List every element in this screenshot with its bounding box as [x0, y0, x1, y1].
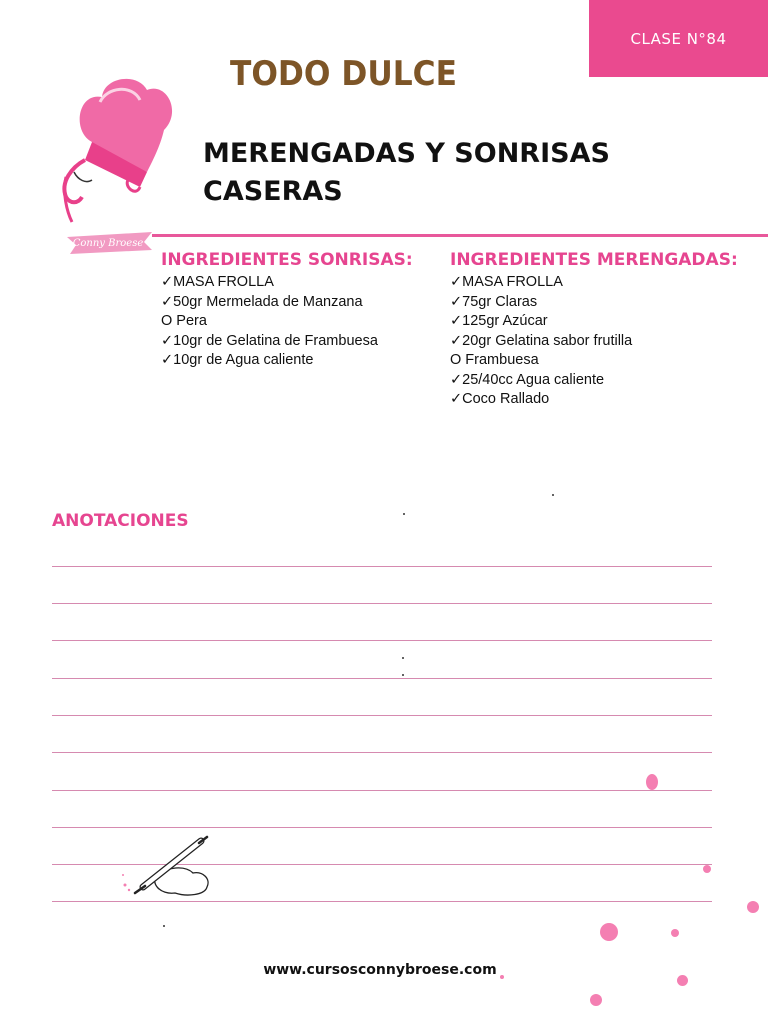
page-title-line1: MERENGADAS Y SONRISAS [203, 138, 610, 169]
list-item: ✓75gr Claras [450, 293, 538, 310]
list-item: ✓MASA FROLLA [450, 274, 563, 290]
list-item: O Pera [161, 313, 207, 329]
ingredients-merengadas-heading: INGREDIENTES MERENGADAS: [450, 250, 738, 270]
note-line[interactable] [52, 566, 712, 567]
list-item: ✓20gr Gelatina sabor frutilla [450, 332, 633, 349]
ingredients-sonrisas-heading: INGREDIENTES SONRISAS: [161, 250, 413, 270]
note-line[interactable] [52, 640, 712, 641]
list-item: ✓10gr de Gelatina de Frambuesa [161, 332, 378, 349]
list-item: ✓MASA FROLLA [161, 274, 274, 290]
list-item: ✓125gr Azúcar [450, 313, 548, 329]
ingredients-sonrisas [161, 250, 446, 371]
decor-dot [671, 929, 679, 937]
decor-speck [403, 513, 405, 515]
footer-url[interactable]: www.cursosconnybroese.com [263, 962, 497, 978]
decor-dot [646, 774, 658, 790]
rolling-pin-icon [115, 835, 215, 910]
decor-dot [747, 901, 759, 913]
decor-speck [402, 657, 404, 659]
note-line[interactable] [52, 678, 712, 679]
note-line[interactable] [52, 603, 712, 604]
decor-speck [552, 494, 554, 496]
note-line[interactable] [52, 715, 712, 716]
decor-speck [163, 925, 165, 927]
note-line[interactable] [52, 790, 712, 791]
list-item: ✓25/40cc Agua caliente [450, 371, 605, 388]
list-item: ✓Coco Rallado [450, 391, 550, 407]
list-item: ✓50gr Mermelada de Manzana [161, 293, 363, 310]
logo-ribbon-text: Conny Broese [72, 238, 144, 249]
brand-title: TODO DULCE [230, 54, 457, 94]
decor-dot [703, 865, 711, 873]
note-line[interactable] [52, 827, 712, 828]
ingredients-merengadas [450, 250, 768, 410]
decor-dot [600, 923, 618, 941]
header-divider [152, 234, 768, 237]
note-line[interactable] [52, 752, 712, 753]
class-number-label: CLASE N°84 [630, 29, 727, 48]
page-title-line2: CASERAS [203, 176, 343, 207]
class-number-badge [589, 0, 768, 77]
list-item: ✓10gr de Agua caliente [161, 352, 314, 368]
decor-dot [590, 994, 602, 1006]
decor-speck [402, 674, 404, 676]
notes-heading: ANOTACIONES [52, 511, 189, 531]
list-item: O Frambuesa [450, 352, 539, 368]
page-title [203, 135, 673, 211]
